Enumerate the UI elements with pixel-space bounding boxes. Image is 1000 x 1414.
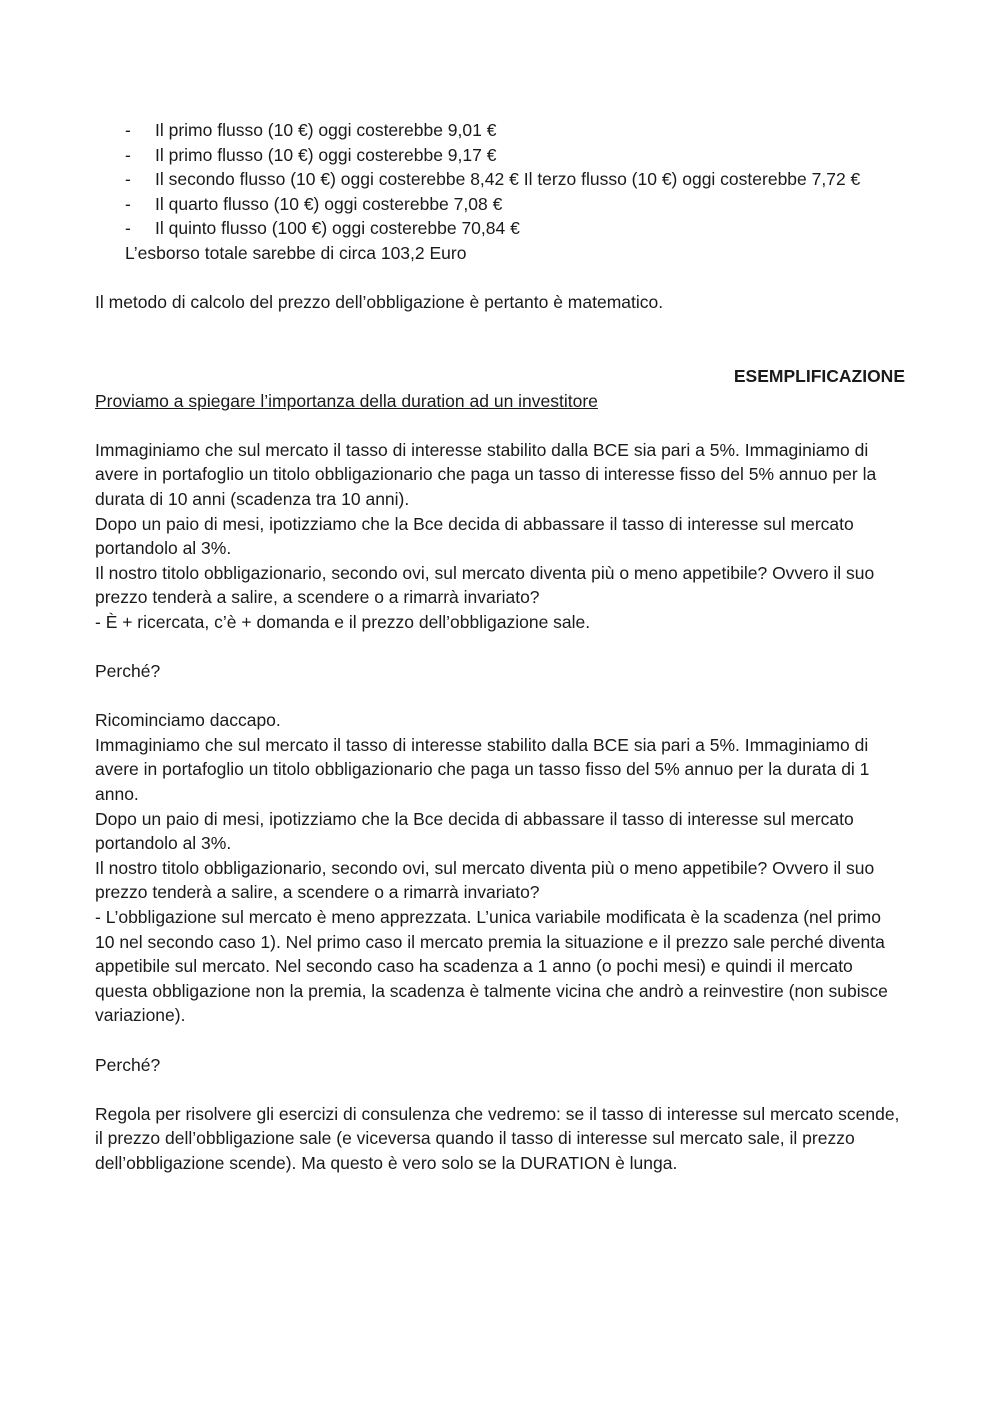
section-heading: ESEMPLIFICAZIONE xyxy=(733,365,905,386)
bullet-marker: - xyxy=(125,169,131,190)
example2-why: Perché? xyxy=(95,1054,161,1075)
example2-answer: - L’obbligazione sul mercato è meno apprezzata. L’unica variabile modificata è la scadenza (nel primo 10 nel secondo caso 1). Nel primo caso il mercato premia la situazione e il prezzo sale perché diventa appetibile sul mercato. Nel secondo caso ha scadenza a 1 anno (o pochi mesi) e quindi il mercato questa obbligazione non la premia, la scadenza è talmente vicina che andrò a reinvestire (non subisce variazione). xyxy=(95,907,888,1026)
bullet-marker: - xyxy=(125,144,131,165)
example1-paragraph-1: Immaginiamo che sul mercato il tasso di interesse stabilito dalla BCE sia pari a 5%. Immaginiamo di avere in portafoglio un titolo obbligazionario che paga un tasso di interesse fisso del 5% annuo per la durata di 10 anni (scadenza tra 10 anni). xyxy=(95,439,877,509)
example2-restart: Ricominciamo daccapo. xyxy=(95,710,281,731)
example2-paragraph-2: Dopo un paio di mesi, ipotizziamo che la Bce decida di abbassare il tasso di interesse sul mercato portandolo al 3%. xyxy=(95,808,854,854)
list-item-text: Il primo flusso (10 €) oggi costerebbe 9,01 € xyxy=(155,120,497,140)
rule-paragraph: Regola per risolvere gli esercizi di consulenza che vedremo: se il tasso di interesse sul mercato scende, il prezzo dell’obbligazione sale (e viceversa quando il tasso di interesse sul mercato sale, il prezzo dell’obbligazione scende). Ma questo è vero solo se la DURATION è lunga. xyxy=(95,1103,900,1173)
example1-answer: - È + ricercata, c’è + domanda e il prezzo dell’obbligazione sale. xyxy=(95,611,591,632)
method-sentence: Il metodo di calcolo del prezzo dell’obbligazione è pertanto è matematico. xyxy=(95,292,664,313)
list-item-text: Il quinto flusso (100 €) oggi costerebbe 70,84 € xyxy=(155,218,520,239)
cash-flow-list xyxy=(95,118,905,241)
bullet-marker: - xyxy=(125,218,131,239)
list-item xyxy=(95,192,905,217)
list-item-text: Il primo flusso (10 €) oggi costerebbe 9,17 € xyxy=(155,144,497,165)
example2-paragraph-1: Immaginiamo che sul mercato il tasso di interesse stabilito dalla BCE sia pari a 5%. Immaginiamo di avere in portafoglio un titolo obbligazionario che paga un tasso fisso del 5% annuo per la durata di 1 anno. xyxy=(95,734,870,805)
list-item xyxy=(95,143,905,168)
example2-paragraph-3: Il nostro titolo obbligazionario, secondo ovi, sul mercato diventa più o meno appetibile? Ovvero il suo prezzo tenderà a salire, a scendere o a rimarrà invariato? xyxy=(95,857,875,903)
total-outlay-line: L’esborso totale sarebbe di circa 103,2 Euro xyxy=(125,242,467,263)
document-page xyxy=(95,118,905,1176)
example1-why: Perché? xyxy=(95,661,161,682)
list-item xyxy=(95,216,905,241)
bullet-marker: - xyxy=(125,193,131,214)
list-item xyxy=(95,167,905,192)
bullet-marker: - xyxy=(125,120,131,140)
list-item-text: Il quarto flusso (10 €) oggi costerebbe 7,08 € xyxy=(155,193,503,214)
example1-paragraph-3: Il nostro titolo obbligazionario, secondo ovi, sul mercato diventa più o meno appetibile? Ovvero il suo prezzo tenderà a salire, a scendere o a rimarrà invariato? xyxy=(95,562,875,608)
list-item xyxy=(95,118,905,143)
section-subtitle: Proviamo a spiegare l’importanza della duration ad un investitore xyxy=(95,390,598,411)
example1-paragraph-2: Dopo un paio di mesi, ipotizziamo che la Bce decida di abbassare il tasso di interesse sul mercato portandolo al 3%. xyxy=(95,513,854,559)
list-item-text: Il secondo flusso (10 €) oggi costerebbe 8,42 € Il terzo flusso (10 €) oggi costerebbe 7,72 € xyxy=(155,169,861,190)
